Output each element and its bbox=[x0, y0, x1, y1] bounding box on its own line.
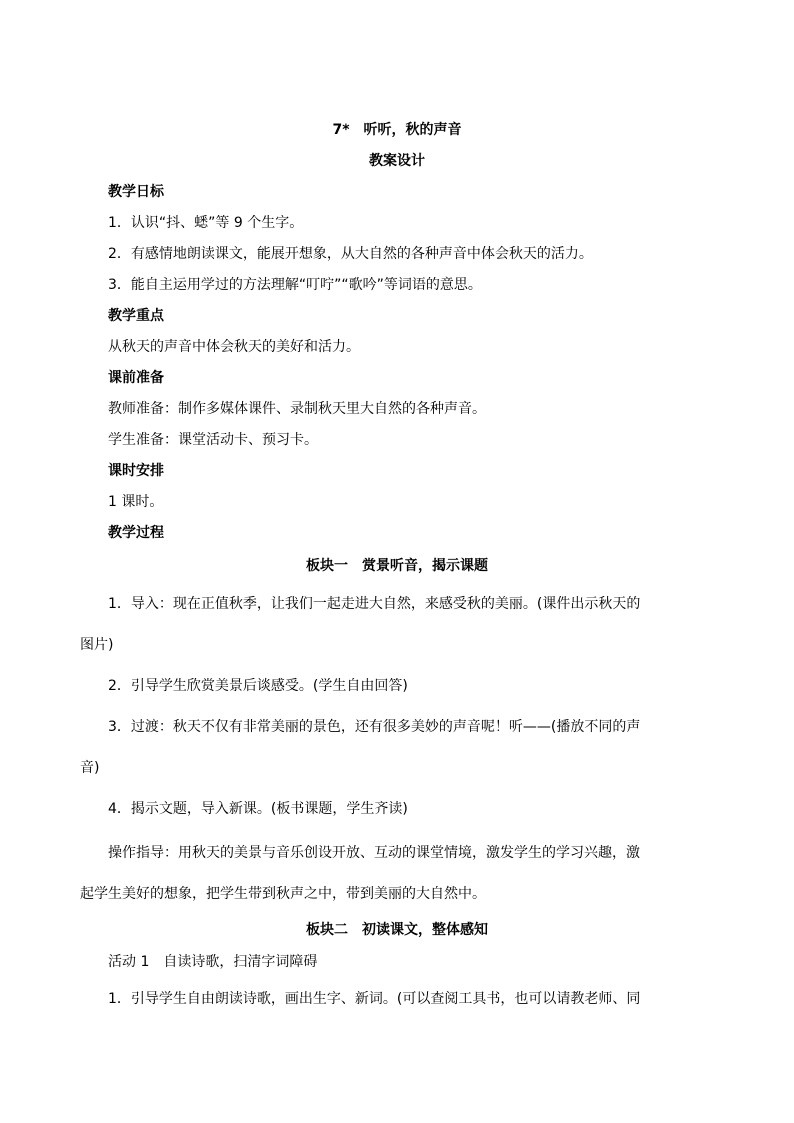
prep-teacher: 教师准备：制作多媒体课件、录制秋天里大自然的各种声音。 bbox=[108, 401, 486, 417]
lesson-subtitle: 教案设计 bbox=[369, 153, 425, 169]
goal-item: 3．能自主运用学过的方法理解“叮咛”“歌吟”等词语的意思。 bbox=[108, 277, 482, 293]
process-heading: 教学过程 bbox=[108, 525, 164, 541]
block2-heading: 板块二 初读课文，整体感知 bbox=[306, 922, 488, 938]
block1-paragraph-3: 3．过渡：秋天不仅有非常美丽的景色，还有很多美妙的声音呢！听——(播放不同的声 bbox=[108, 719, 641, 735]
goal-item: 1．认识“抖、蟋”等 9 个生字。 bbox=[108, 215, 304, 231]
block1-paragraph-4: 4．揭示文题，导入新课。(板书课题，学生齐读) bbox=[108, 801, 408, 817]
block2-paragraph-1: 1．引导学生自由朗读诗歌，画出生字、新词。(可以查阅工具书，也可以请教老师、同 bbox=[108, 991, 641, 1007]
block2-activity: 活动 1 自读诗歌，扫清字词障碍 bbox=[108, 954, 318, 970]
block1-heading: 板块一 赏景听音，揭示课题 bbox=[306, 558, 488, 574]
key-text: 从秋天的声音中体会秋天的美好和活力。 bbox=[108, 339, 360, 355]
block1-paragraph-1-cont: 图片) bbox=[80, 637, 114, 653]
block1-paragraph-1: 1．导入：现在正值秋季，让我们一起走进大自然，来感受秋的美丽。(课件出示秋天的 bbox=[108, 596, 641, 612]
key-heading: 教学重点 bbox=[108, 308, 164, 324]
goals-heading: 教学日标 bbox=[108, 184, 164, 200]
prep-student: 学生准备：课堂活动卡、预习卡。 bbox=[108, 432, 318, 448]
goal-item: 2．有感情地朗读课文，能展开想象，从大自然的各种声音中体会秋天的活力。 bbox=[108, 246, 593, 262]
lesson-title: 7* 听听，秋的声音 bbox=[332, 122, 462, 138]
block1-guide-cont: 起学生美好的想象，把学生带到秋声之中，带到美丽的大自然中。 bbox=[80, 886, 486, 902]
time-heading: 课时安排 bbox=[108, 463, 164, 479]
time-text: 1 课时。 bbox=[108, 494, 164, 510]
block1-paragraph-2: 2．引导学生欣赏美景后谈感受。(学生自由回答) bbox=[108, 678, 408, 694]
prep-heading: 课前准备 bbox=[108, 370, 164, 386]
block1-paragraph-3-cont: 音) bbox=[80, 760, 100, 776]
block1-guide: 操作指导：用秋天的美景与音乐创设开放、互动的课堂情境，激发学生的学习兴趣，激 bbox=[108, 845, 640, 861]
